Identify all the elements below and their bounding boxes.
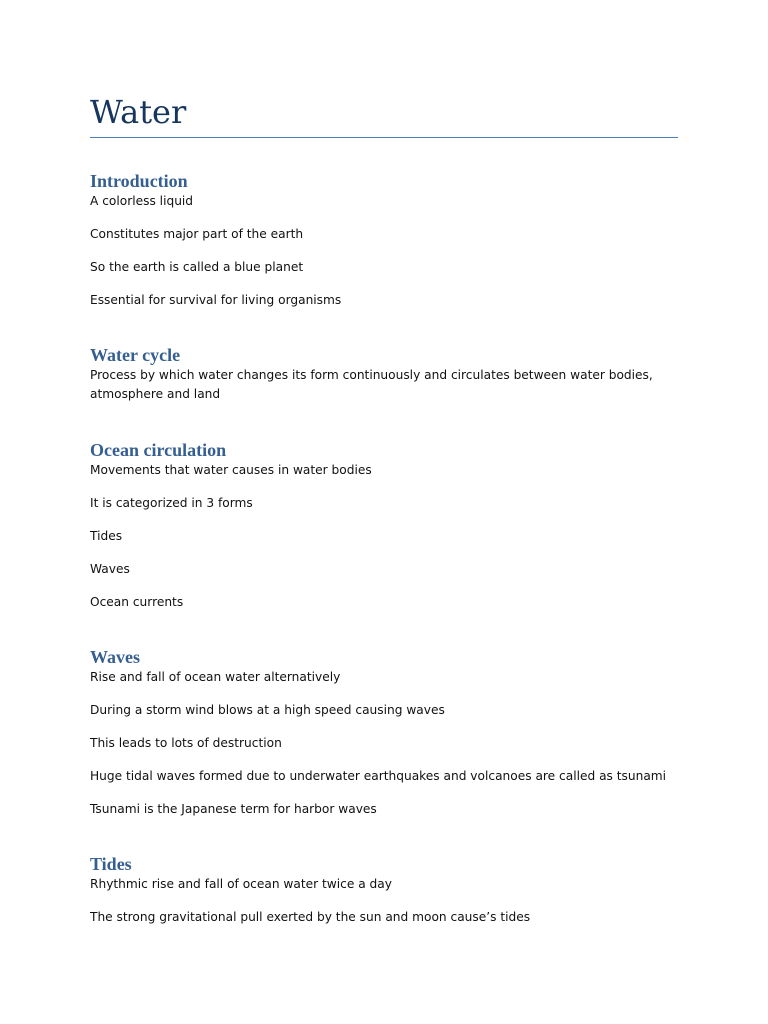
paragraph: Essential for survival for living organisms: [90, 293, 342, 307]
paragraph: During a storm wind blows at a high speed causing waves: [90, 703, 445, 717]
section-heading: Waves: [90, 647, 141, 667]
section-waves: [90, 646, 678, 819]
paragraph: Movements that water causes in water bodies: [90, 463, 372, 477]
section-ocean-circulation: [90, 439, 678, 612]
section-heading: Tides: [90, 854, 132, 874]
paragraph: This leads to lots of destruction: [90, 736, 282, 750]
paragraph: Tsunami is the Japanese term for harbor waves: [90, 802, 377, 816]
title-underline: [90, 137, 678, 138]
section-introduction: [90, 170, 678, 310]
paragraph: Rise and fall of ocean water alternatively: [90, 670, 341, 684]
paragraph: Waves: [90, 562, 130, 576]
paragraph: The strong gravitational pull exerted by the sun and moon cause’s tides: [90, 910, 531, 924]
paragraph: Rhythmic rise and fall of ocean water twice a day: [90, 877, 392, 891]
paragraph: Huge tidal waves formed due to underwater earthquakes and volcanoes are called as tsunami: [90, 769, 667, 783]
paragraph: It is categorized in 3 forms: [90, 496, 253, 510]
paragraph: Ocean currents: [90, 595, 184, 609]
document-title: Water: [90, 93, 187, 131]
section-heading: Ocean circulation: [90, 440, 227, 460]
paragraph: Constitutes major part of the earth: [90, 227, 304, 241]
section-heading: Water cycle: [90, 345, 181, 365]
paragraph: A colorless liquid: [90, 194, 194, 208]
section-tides: [90, 853, 678, 927]
section-water-cycle: [90, 344, 678, 404]
section-heading: Introduction: [90, 171, 188, 191]
paragraph: Tides: [90, 529, 123, 543]
paragraph: So the earth is called a blue planet: [90, 260, 304, 274]
paragraph: Process by which water changes its form continuously and circulates between water bodies, atmosphere and land: [90, 368, 653, 401]
